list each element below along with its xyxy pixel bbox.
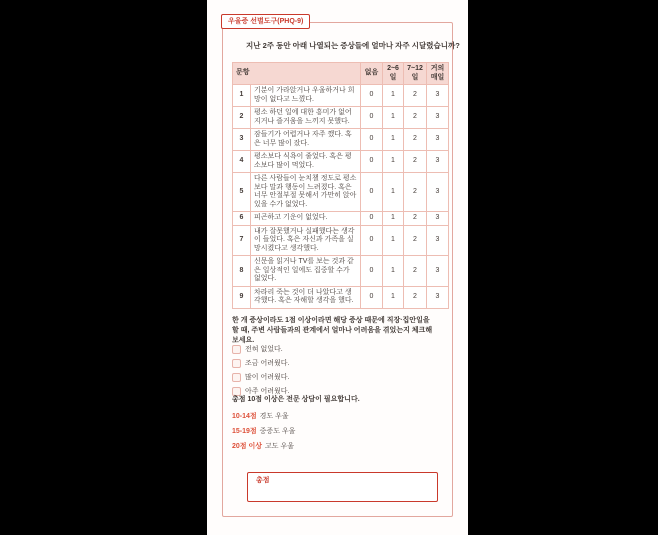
col-header-2-6days: 2~6일	[383, 63, 404, 85]
questionnaire-title-badge: 우울증 선별도구(PHQ-9)	[221, 14, 310, 29]
score-option-2[interactable]: 2	[404, 85, 427, 107]
question-text: 기분이 가라앉거나 우울하거나 희망이 없다고 느꼈다.	[251, 85, 361, 107]
checkbox-label: 전혀 없었다.	[245, 345, 283, 353]
row-number: 9	[233, 286, 251, 308]
score-option-3[interactable]: 3	[427, 129, 449, 151]
checkbox-icon[interactable]	[232, 359, 241, 368]
phq9-table	[232, 62, 449, 309]
score-option-1[interactable]: 1	[383, 151, 404, 173]
total-score-label: 총점	[256, 477, 270, 484]
table-row	[233, 256, 449, 287]
question-text: 신문을 읽거나 TV를 보는 것과 같은 일상적인 일에도 집중할 수가 없었다.	[251, 256, 361, 287]
row-number: 3	[233, 129, 251, 151]
table-row	[233, 85, 449, 107]
checkbox-label: 아주 어려웠다.	[245, 387, 290, 395]
table-row	[233, 286, 449, 308]
impact-option[interactable]	[232, 370, 289, 384]
score-option-2[interactable]: 2	[404, 129, 427, 151]
severity-legend	[232, 409, 295, 454]
score-option-1[interactable]: 1	[383, 85, 404, 107]
severity-level	[232, 409, 295, 424]
score-option-3[interactable]: 3	[427, 151, 449, 173]
score-option-0[interactable]: 0	[361, 85, 383, 107]
score-option-3[interactable]: 3	[427, 225, 449, 256]
row-number: 7	[233, 225, 251, 256]
severity-level	[232, 424, 295, 439]
severity-range: 20점 이상	[232, 443, 263, 450]
checkbox-icon[interactable]	[232, 345, 241, 354]
question-text: 피곤하고 기운이 없었다.	[251, 212, 361, 226]
question-text: 내가 잘못했거나 실패했다는 생각이 들었다. 혹은 자신과 가족을 실망시켰다고 생각했다.	[251, 225, 361, 256]
score-option-2[interactable]: 2	[404, 256, 427, 287]
score-option-1[interactable]: 1	[383, 107, 404, 129]
questionnaire-instruction: 지난 2주 동안 아래 나열되는 증상들에 얼마나 자주 시달렸습니까?	[246, 41, 460, 50]
row-number: 6	[233, 212, 251, 226]
score-option-0[interactable]: 0	[361, 173, 383, 212]
score-option-2[interactable]: 2	[404, 212, 427, 226]
impact-option[interactable]	[232, 356, 289, 370]
severity-label: 경도 우울	[259, 413, 289, 420]
score-option-3[interactable]: 3	[427, 286, 449, 308]
checkbox-label: 많이 어려웠다.	[245, 373, 290, 381]
table-row	[233, 225, 449, 256]
col-header-none: 없음	[361, 63, 383, 85]
score-option-2[interactable]: 2	[404, 151, 427, 173]
score-option-0[interactable]: 0	[361, 107, 383, 129]
table-row	[233, 151, 449, 173]
impact-options	[232, 342, 289, 398]
severity-level	[232, 439, 295, 454]
table-row	[233, 107, 449, 129]
form-page	[207, 0, 468, 535]
score-option-0[interactable]: 0	[361, 212, 383, 226]
row-number: 2	[233, 107, 251, 129]
score-option-2[interactable]: 2	[404, 225, 427, 256]
score-option-1[interactable]: 1	[383, 129, 404, 151]
col-header-7-12days: 7~12일	[404, 63, 427, 85]
score-option-3[interactable]: 3	[427, 85, 449, 107]
question-text: 다른 사람들이 눈치챌 정도로 평소보다 말과 행동이 느려졌다. 혹은 너무 안절부절 못해서 가만히 앉아 있을 수가 없었다.	[251, 173, 361, 212]
score-option-3[interactable]: 3	[427, 173, 449, 212]
score-option-0[interactable]: 0	[361, 129, 383, 151]
question-text: 평소 하던 일에 대한 흥미가 없어지거나 즐거움을 느끼지 못했다.	[251, 107, 361, 129]
severity-range: 15-19점	[232, 428, 257, 435]
score-option-1[interactable]: 1	[383, 286, 404, 308]
col-header-almost-daily: 거의 매일	[427, 63, 449, 85]
checkbox-icon[interactable]	[232, 373, 241, 382]
row-number: 1	[233, 85, 251, 107]
checkbox-label: 조금 어려웠다.	[245, 359, 290, 367]
score-option-0[interactable]: 0	[361, 286, 383, 308]
row-number: 8	[233, 256, 251, 287]
severity-label: 중증도 우울	[259, 428, 296, 435]
score-option-1[interactable]: 1	[383, 256, 404, 287]
col-header-item: 문항	[233, 63, 361, 85]
question-text: 평소보다 식욕이 줄었다. 혹은 평소보다 많이 먹었다.	[251, 151, 361, 173]
table-header-row	[233, 63, 449, 85]
severity-range: 10-14점	[232, 413, 257, 420]
score-option-1[interactable]: 1	[383, 225, 404, 256]
question-text: 잠들기가 어렵거나 자주 깼다. 혹은 너무 많이 잤다.	[251, 129, 361, 151]
score-option-3[interactable]: 3	[427, 256, 449, 287]
table-row	[233, 173, 449, 212]
score-option-1[interactable]: 1	[383, 173, 404, 212]
score-option-0[interactable]: 0	[361, 151, 383, 173]
score-option-0[interactable]: 0	[361, 256, 383, 287]
impact-option[interactable]	[232, 342, 289, 356]
score-option-3[interactable]: 3	[427, 212, 449, 226]
question-text: 차라리 죽는 것이 더 나았다고 생각했다. 혹은 자해할 생각을 했다.	[251, 286, 361, 308]
score-option-3[interactable]: 3	[427, 107, 449, 129]
severity-label: 고도 우울	[265, 443, 295, 450]
table-row	[233, 129, 449, 151]
total-score-box[interactable]	[247, 472, 438, 502]
impact-instruction: 한 개 증상이라도 1점 이상이라면 해당 증상 때문에 직장·집안일을 할 때, 주변 사람들과의 관계에서 얼마나 어려움을 겪었는지 체크해보세요.	[232, 317, 433, 344]
score-option-2[interactable]: 2	[404, 173, 427, 212]
table-row	[233, 212, 449, 226]
row-number: 5	[233, 173, 251, 212]
row-number: 4	[233, 151, 251, 173]
score-option-1[interactable]: 1	[383, 212, 404, 226]
score-option-2[interactable]: 2	[404, 286, 427, 308]
score-option-0[interactable]: 0	[361, 225, 383, 256]
scoring-note: 총점 10점 이상은 전문 상담이 필요합니다.	[232, 396, 360, 403]
score-option-2[interactable]: 2	[404, 107, 427, 129]
